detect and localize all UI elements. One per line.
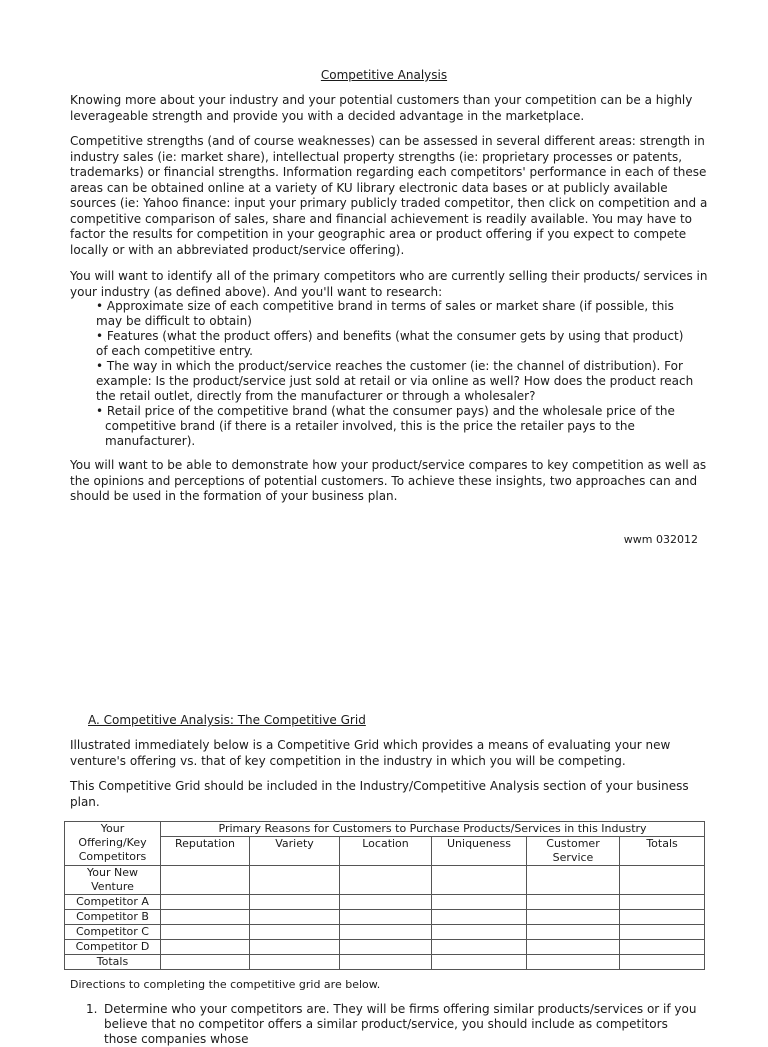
grid-row-label: Totals bbox=[65, 955, 161, 970]
table-row bbox=[65, 955, 705, 970]
section-heading: A. Competitive Analysis: The Competitive Grid bbox=[88, 713, 366, 727]
strengths-paragraph: Competitive strengths (and of course weaknesses) can be assessed in several different areas: strength in industry sales (ie: market share), intellectual property strengths (ie: proprietary processes or patents, trademarks) or financial strengths. Information regarding each competitors' performance in each of these areas can be obtained online at a variety of KU library electronic data bases or at publicly available sources (ie: Yahoo finance: input your primary publicly traded competitor, then click on competition and a competitive comparison of sales, share and financial achievement is readily available. You may have to factor the results for competition in your geographic area or product offering if you expect to compete locally or with an abbreviated product/service offering). bbox=[70, 134, 708, 257]
grid-cell bbox=[161, 866, 250, 895]
grid-cell bbox=[161, 940, 250, 955]
grid-column-header: Reputation bbox=[161, 837, 250, 866]
grid-column-header: Uniqueness bbox=[432, 837, 527, 866]
grid-cell bbox=[161, 910, 250, 925]
table-row bbox=[65, 866, 705, 895]
grid-cell bbox=[527, 955, 620, 970]
grid-row-label: Competitor A bbox=[65, 895, 161, 910]
grid-column-header: Customer Service bbox=[527, 837, 620, 866]
grid-cell bbox=[620, 940, 705, 955]
competitive-grid-table bbox=[64, 821, 705, 970]
table-row bbox=[65, 910, 705, 925]
grid-cell bbox=[340, 895, 432, 910]
grid-column-header: Totals bbox=[620, 837, 705, 866]
grid-cell bbox=[432, 866, 527, 895]
directions-text: Directions to completing the competitive grid are below. bbox=[70, 978, 381, 991]
table-row bbox=[65, 925, 705, 940]
grid-cell bbox=[250, 940, 340, 955]
table-row bbox=[65, 940, 705, 955]
list-item: • Approximate size of each competitive brand in terms of sales or market share (if possible, this may be difficult to obtain) bbox=[96, 299, 674, 328]
grid-column-headers bbox=[65, 837, 705, 866]
included-paragraph: This Competitive Grid should be included in the Industry/Competitive Analysis section of your business plan. bbox=[70, 779, 689, 809]
grid-cell bbox=[250, 925, 340, 940]
grid-row-label: Competitor D bbox=[65, 940, 161, 955]
grid-cell bbox=[620, 925, 705, 940]
grid-cell bbox=[432, 925, 527, 940]
step-number: 1. bbox=[86, 1002, 98, 1016]
grid-cell bbox=[620, 910, 705, 925]
intro-paragraph: Knowing more about your industry and your potential customers than your competition can be a highly leverageable strength and provide you with a decided advantage in the marketplace. bbox=[70, 93, 693, 123]
grid-cell bbox=[432, 955, 527, 970]
grid-span-header: Primary Reasons for Customers to Purchase Products/Services in this Industry bbox=[161, 822, 705, 837]
grid-cell bbox=[340, 910, 432, 925]
signature-code: wwm 032012 bbox=[623, 533, 698, 546]
table-row bbox=[65, 895, 705, 910]
list-item: • The way in which the product/service reaches the customer (ie: the channel of distribution). For example: Is the product/service just sold at retail or via online as well? How does the product reach the retail outlet, directly from the manufacturer or through a wholesaler? bbox=[96, 359, 694, 403]
grid-cell bbox=[432, 940, 527, 955]
grid-cell bbox=[250, 866, 340, 895]
grid-cell bbox=[340, 955, 432, 970]
grid-cell bbox=[432, 910, 527, 925]
grid-cell bbox=[527, 910, 620, 925]
list-item: • Retail price of the competitive brand (what the consumer pays) and the wholesale price of the competitive brand (if there is a retailer involved, this is the price the retailer pays to the manufacturer). bbox=[96, 404, 675, 448]
grid-cell bbox=[340, 866, 432, 895]
grid-cell bbox=[161, 925, 250, 940]
illustrated-paragraph: Illustrated immediately below is a Competitive Grid which provides a means of evaluating your new venture's offering vs. that of key competition in the industry in which you will be competing. bbox=[70, 738, 671, 768]
identify-paragraph: You will want to identify all of the primary competitors who are currently selling their products/ services in your industry (as defined above). And you'll want to research: bbox=[70, 269, 708, 299]
page-title: Competitive Analysis bbox=[320, 68, 448, 82]
grid-column-header: Variety bbox=[250, 837, 340, 866]
numbered-step bbox=[86, 1002, 704, 1047]
grid-cell bbox=[250, 955, 340, 970]
grid-cell bbox=[432, 895, 527, 910]
grid-cell bbox=[620, 895, 705, 910]
research-list bbox=[96, 299, 696, 449]
list-item: • Features (what the product offers) and benefits (what the consumer gets by using that product) of each competitive entry. bbox=[96, 329, 684, 358]
step-text: Determine who your competitors are. They will be firms offering similar products/services or if you believe that no competitor offers a similar product/service, you should include as competitors those companies whose bbox=[104, 1002, 697, 1046]
grid-corner-header: Your Offering/Key Competitors bbox=[65, 822, 161, 866]
grid-cell bbox=[527, 866, 620, 895]
grid-cell bbox=[620, 866, 705, 895]
grid-cell bbox=[340, 940, 432, 955]
grid-row-label: Your New Venture bbox=[65, 866, 161, 895]
grid-cell bbox=[527, 895, 620, 910]
grid-cell bbox=[527, 925, 620, 940]
grid-cell bbox=[250, 895, 340, 910]
grid-cell bbox=[620, 955, 705, 970]
grid-column-header: Location bbox=[340, 837, 432, 866]
grid-row-label: Competitor C bbox=[65, 925, 161, 940]
grid-cell bbox=[340, 925, 432, 940]
grid-cell bbox=[161, 955, 250, 970]
grid-cell bbox=[250, 910, 340, 925]
grid-row-label: Competitor B bbox=[65, 910, 161, 925]
grid-cell bbox=[527, 940, 620, 955]
demonstrate-paragraph: You will want to be able to demonstrate how your product/service compares to key competition as well as the opinions and perceptions of potential customers. To achieve these insights, two approaches can and should be used in the formation of your business plan. bbox=[70, 458, 707, 503]
grid-cell bbox=[161, 895, 250, 910]
